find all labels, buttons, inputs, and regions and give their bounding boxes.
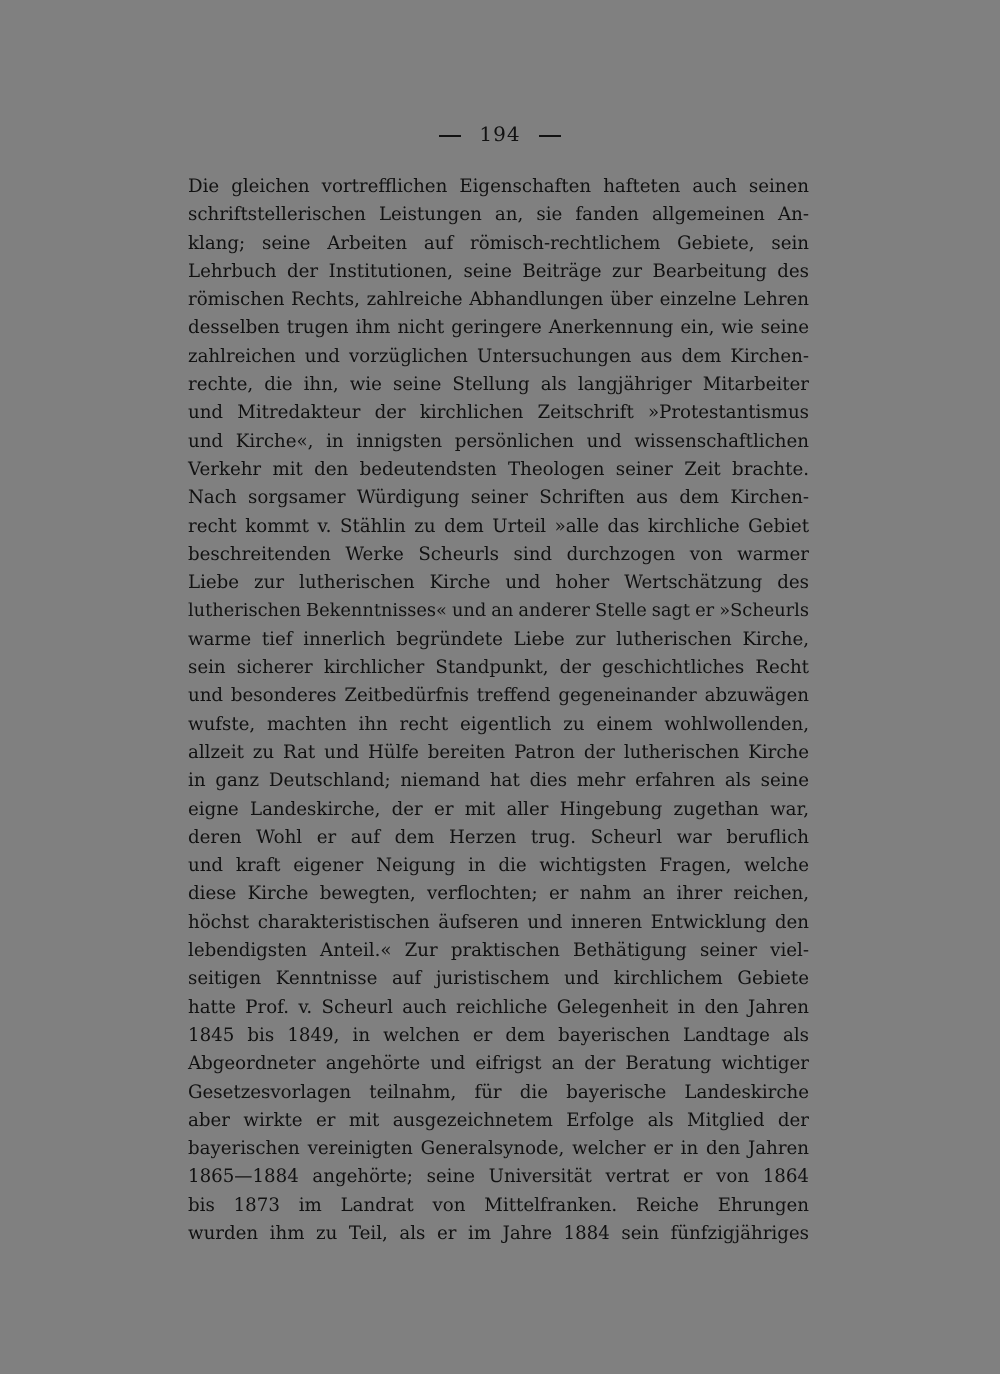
page-number-header	[0, 122, 1000, 146]
text-line: höchst charakteristischen äufseren und inneren Entwicklung den	[188, 911, 809, 933]
text-line: klang; seine Arbeiten auf römisch-rechtlichem Gebiete, sein	[188, 232, 809, 254]
text-line: und Mitredakteur der kirchlichen Zeitschrift »Protestantismus	[188, 402, 809, 424]
text-line: Abgeordneter angehörte und eifrigst an der Beratung wichtiger	[188, 1053, 809, 1075]
text-line: bis 1873 im Landrat von Mittelfranken. Reiche Ehrungen	[188, 1194, 809, 1216]
text-line: hatte Prof. v. Scheurl auch reichliche Gelegenheit in den Jahren	[188, 996, 809, 1018]
text-line: wufste, machten ihn recht eigentlich zu einem wohlwollenden,	[188, 713, 809, 735]
text-line: Lehrbuch der Institutionen, seine Beiträge zur Bearbeitung des	[188, 260, 809, 282]
text-line: beschreitenden Werke Scheurls sind durchzogen von warmer	[188, 543, 809, 565]
right-dash	[539, 135, 561, 137]
text-line: lutherischen Bekenntnisses« und an anderer Stelle sagt er »Scheurls	[188, 600, 809, 622]
text-line: Gesetzesvorlagen teilnahm, für die bayerische Landeskirche	[188, 1081, 809, 1103]
text-line: 1865—1884 angehörte; seine Universität vertrat er von 1864	[188, 1166, 809, 1188]
body-text	[188, 173, 809, 1248]
text-line: römischen Rechts, zahlreiche Abhandlungen über einzelne Lehren	[188, 289, 809, 311]
text-line: bayerischen vereinigten Generalsynode, welcher er in den Jahren	[188, 1138, 809, 1160]
text-line: diese Kirche bewegten, verflochten; er nahm an ihrer reichen,	[188, 883, 809, 905]
text-line: allzeit zu Rat und Hülfe bereiten Patron der lutherischen Kirche	[188, 741, 809, 763]
text-line: und Kirche«, in innigsten persönlichen und wissenschaftlichen	[188, 430, 809, 452]
text-line: und kraft eigener Neigung in die wichtigsten Fragen, welche	[188, 855, 809, 877]
text-line: Nach sorgsamer Würdigung seiner Schriften aus dem Kirchen-	[188, 487, 809, 509]
text-line: recht kommt v. Stählin zu dem Urteil »alle das kirchliche Gebiet	[188, 515, 809, 537]
text-line: sein sicherer kirchlicher Standpunkt, der geschichtliches Recht	[188, 657, 809, 679]
text-line: und besonderes Zeitbedürfnis treffend gegeneinander abzuwägen	[188, 685, 809, 707]
text-line: Die gleichen vortrefflichen Eigenschaften hafteten auch seinen	[188, 176, 809, 197]
text-line: desselben trugen ihm nicht geringere Anerkennung ein, wie seine	[188, 317, 809, 339]
text-line: eigne Landeskirche, der er mit aller Hingebung zugethan war,	[188, 798, 809, 820]
text-line: Liebe zur lutherischen Kirche und hoher Wertschätzung des	[188, 572, 809, 594]
text-line: rechte, die ihn, wie seine Stellung als langjähriger Mitarbeiter	[188, 374, 809, 396]
left-dash	[439, 135, 461, 137]
text-line: aber wirkte er mit ausgezeichnetem Erfolge als Mitglied der	[188, 1109, 809, 1131]
text-line: zahlreichen und vorzüglichen Untersuchungen aus dem Kirchen-	[188, 345, 809, 367]
text-line: wurden ihm zu Teil, als er im Jahre 1884 sein fünfzigjähriges	[188, 1222, 809, 1244]
text-line: deren Wohl er auf dem Herzen trug. Scheurl war beruflich	[188, 826, 809, 848]
text-line: lebendigsten Anteil.« Zur praktischen Bethätigung seiner viel-	[188, 940, 809, 962]
page-number: 194	[479, 122, 521, 146]
text-line: warme tief innerlich begründete Liebe zur lutherischen Kirche,	[188, 628, 809, 650]
text-line: seitigen Kenntnisse auf juristischem und kirchlichem Gebiete	[188, 968, 809, 990]
text-line: in ganz Deutschland; niemand hat dies mehr erfahren als seine	[188, 770, 809, 792]
text-line: schriftstellerischen Leistungen an, sie fanden allgemeinen An-	[188, 204, 809, 226]
text-line: Verkehr mit den bedeutendsten Theologen seiner Zeit brachte.	[188, 458, 809, 480]
text-line: 1845 bis 1849, in welchen er dem bayerischen Landtage als	[188, 1024, 809, 1046]
